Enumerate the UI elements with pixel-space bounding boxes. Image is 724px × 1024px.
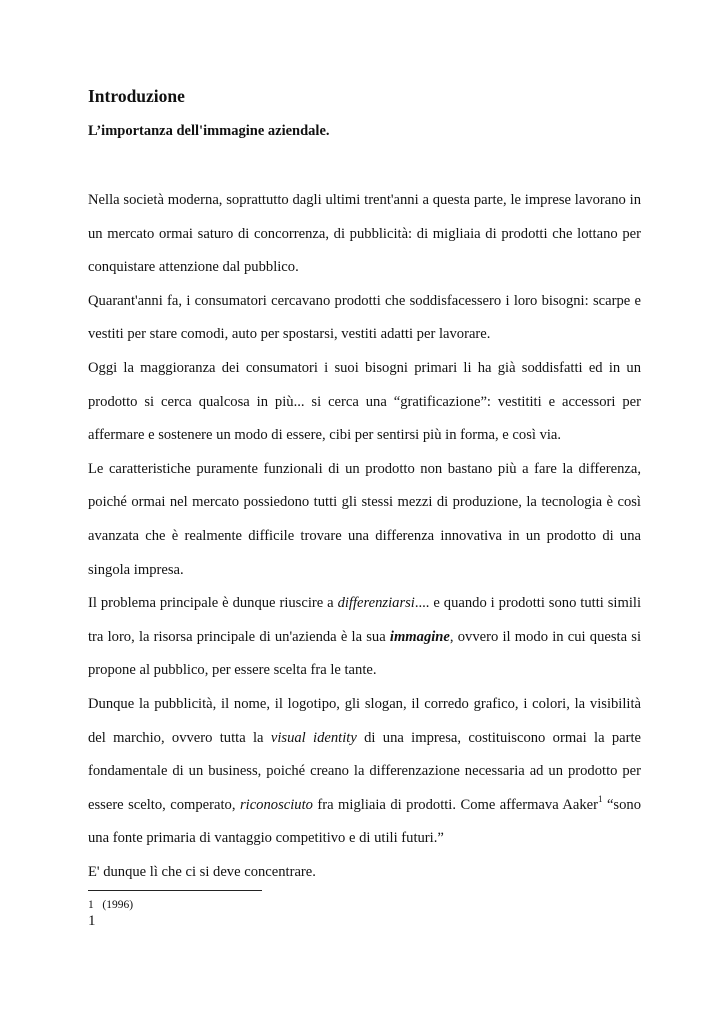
paragraph-6-text-a: Dunque la pubblicità, il nome, il logotipo, gli slogan, il corredo grafico, i colori, la visibilità del marchio, ovvero tutta la [88,695,641,746]
paragraph-6-text-e: fra migliaia di prodotti. Come affermava Aaker [312,796,598,813]
paragraph-5-text-c: .... e quando i prodotti sono tutti simili tra loro, la risorsa principale di un'azienda è la sua [88,595,641,645]
paragraph-5 [88,587,641,688]
page-title: Introduzione [88,86,185,106]
paragraph-6-text-f: “sono una fonte primaria di vantaggio competitivo e di utili futuri.” [88,796,641,847]
paragraph-6-emphasis-riconosciuto: riconosciuto [239,796,313,813]
paragraph-5-text-a: Il problema principale è dunque riuscire a [88,595,338,612]
paragraph-2: Quarant'anni fa, i consumatori cercavano prodotti che soddisfacessero i loro bisogni: scarpe e vestiti per stare comodi, auto per spostarsi, vestiti adatti per lavorare. [88,292,641,343]
paragraph-5-text-e: , ovvero il modo in cui questa si propone al pubblico, per essere scelta fra le tante. [88,628,642,679]
paragraph-6 [88,688,641,856]
footnote-separator [88,890,262,891]
paragraph-1: Nella società moderna, soprattutto dagli ultimi trent'anni a questa parte, le imprese lavorano in un mercato ormai saturo di concorrenza, di pubblicità: di migliaia di prodotti che lottano per conquistare attenzione dal pubblico. [88,192,641,276]
page-number: 1 [88,913,96,929]
paragraph-3: Oggi la maggioranza dei consumatori i suoi bisogni primari li ha già soddisfatti ed in un prodotto si cerca qualcosa in più... si cerca una “gratificazione”: vestititi e accessori per affermare e sostenere un modo di essere, cibi per sentirsi più in forma, e così via. [88,359,641,444]
paragraph-4: Le caratteristiche puramente funzionali di un prodotto non bastano più a fare la differenza, poiché ormai nel mercato possiedono tutti gli stessi mezzi di produzione, la tecnologia è così avanzata che è realmente difficile trovare una differenza innovativa in un prodotto di una singola impresa. [88,460,641,578]
paragraph-6-emphasis-visual-identity: visual identity [270,729,357,746]
paragraph-7: E' dunque lì che ci si deve concentrare. [88,863,316,880]
body-text [88,184,641,889]
paragraph-5-emphasis-immagine: immagine [389,628,450,645]
section-subtitle: L’importanza dell'immagine aziendale. [88,123,330,139]
footnote: 1 (1996) [88,899,134,911]
paragraph-5-emphasis-differenziarsi: differenziarsi [337,595,415,612]
footnote-reference[interactable]: 1 [597,793,603,804]
paragraph-6-text-c: di una impresa, costituiscono ormai la parte fondamentale di un business, poiché creano la differenzazione necessaria ad un prodotto per essere scelto, comperato, [88,729,642,813]
